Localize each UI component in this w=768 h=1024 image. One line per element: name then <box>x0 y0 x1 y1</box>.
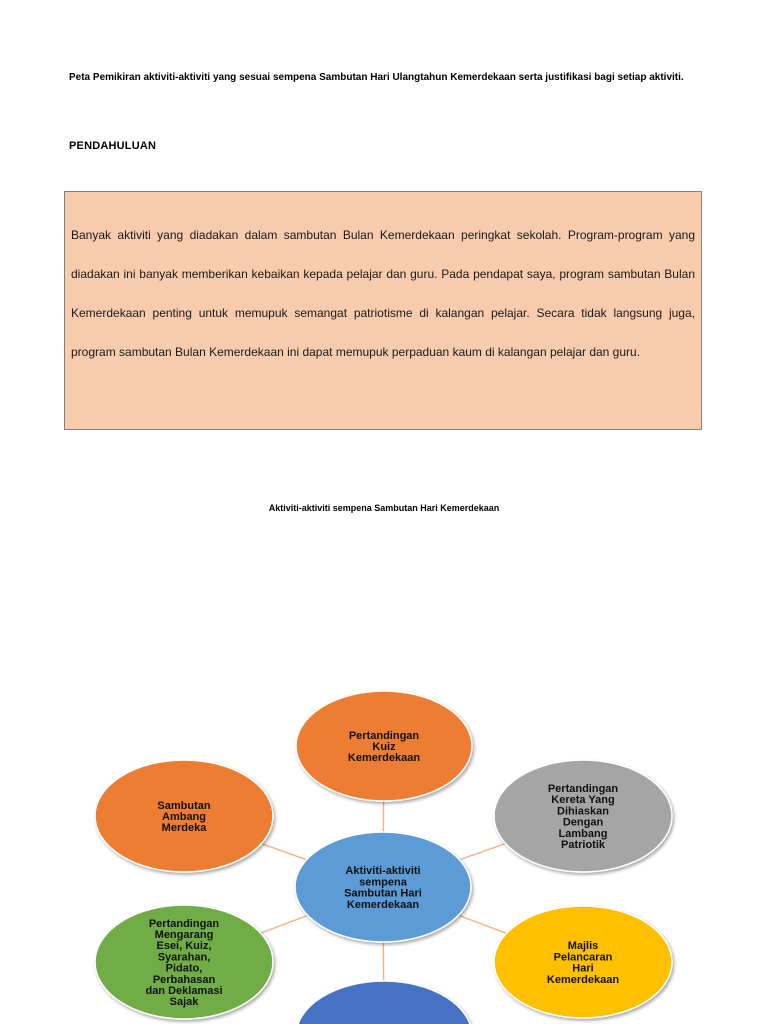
node-mengarang-label-line: Mengarang <box>154 929 214 941</box>
node-kereta-label-line: Dihiaskan <box>557 805 609 818</box>
node-kuiz-label-line: Kuiz <box>372 741 396 753</box>
node-center-label-line: Kemerdekaan <box>346 898 420 911</box>
node-majlis-label-line: Kemerdekaan <box>546 973 620 986</box>
node-mengarang <box>95 905 273 1019</box>
node-kuiz-label-line: Pertandingan <box>348 729 420 742</box>
section-heading: PENDAHULUAN <box>69 140 157 152</box>
node-mengarang-label-line: Sajak <box>169 996 199 1009</box>
node-ambang <box>95 760 273 872</box>
document-title: Peta Pemikiran aktiviti-aktiviti yang sesuai sempena Sambutan Hari Ulangtahun Kemerdekaan serta justifikasi bagi setiap aktiviti. <box>69 72 684 83</box>
node-mengarang-label-line: Pertandingan <box>148 917 220 930</box>
node-mengarang-label-line: Esei, Kuiz, <box>156 940 212 953</box>
node-mengarang-label-line: dan Deklamasi <box>145 985 223 997</box>
node-kereta <box>494 760 672 872</box>
node-ambang-label-line: Sambutan <box>157 799 211 812</box>
node-kereta-label-line: Lambang <box>558 827 608 840</box>
node-mengarang-label-line: Pidato, <box>165 962 203 975</box>
node-kuiz-label-line: Kemerdekaan <box>347 752 421 765</box>
node-ambang-label-line: Ambang <box>162 811 206 823</box>
node-kereta-label-line: Dengan <box>562 816 604 829</box>
node-kereta-label-line: Pertandingan <box>547 783 619 795</box>
node-kuiz <box>296 691 472 801</box>
node-majlis-label-line: Pelancaran <box>553 951 613 964</box>
node-program <box>296 981 472 1024</box>
node-program-shape <box>296 981 472 1024</box>
diagram-title: Aktiviti-aktiviti sempena Sambutan Hari Kemerdekaan <box>268 503 500 513</box>
node-center-label-line: Aktiviti-aktiviti <box>345 865 421 878</box>
node-center-label-line: Sambutan Hari <box>344 887 422 900</box>
node-center <box>295 832 471 942</box>
node-majlis <box>494 906 672 1018</box>
node-majlis-label-line: Hari <box>572 962 594 975</box>
node-center-label <box>344 865 422 911</box>
node-kereta-label-line: Kereta Yang <box>551 794 615 807</box>
intro-paragraph: Banyak aktiviti yang diadakan dalam sambutan Bulan Kemerdekaan peringkat sekolah. Program-program yang diadakan ini banyak memberikan kebaikan kepada pelajar dan guru. Pada pendapat saya, program sambutan Bulan Kemerdekaan penting untuk memupuk semangat patriotisme di kalangan pelajar. Secara tidak langsung juga, program sambutan Bulan Kemerdekaan ini dapat memupuk perpaduan kaum di kalangan pelajar dan guru. <box>71 228 695 359</box>
node-majlis-label-line: Majlis <box>567 940 599 953</box>
node-ambang-label <box>157 800 210 834</box>
node-ambang-label-line: Merdeka <box>161 822 207 835</box>
node-center-label-line: sempena <box>359 876 407 889</box>
node-mengarang-label-line: Perbahasan <box>152 973 216 986</box>
node-mengarang-label-line: Syarahan, <box>157 951 211 964</box>
node-kereta-label-line: Patriotik <box>560 839 606 851</box>
